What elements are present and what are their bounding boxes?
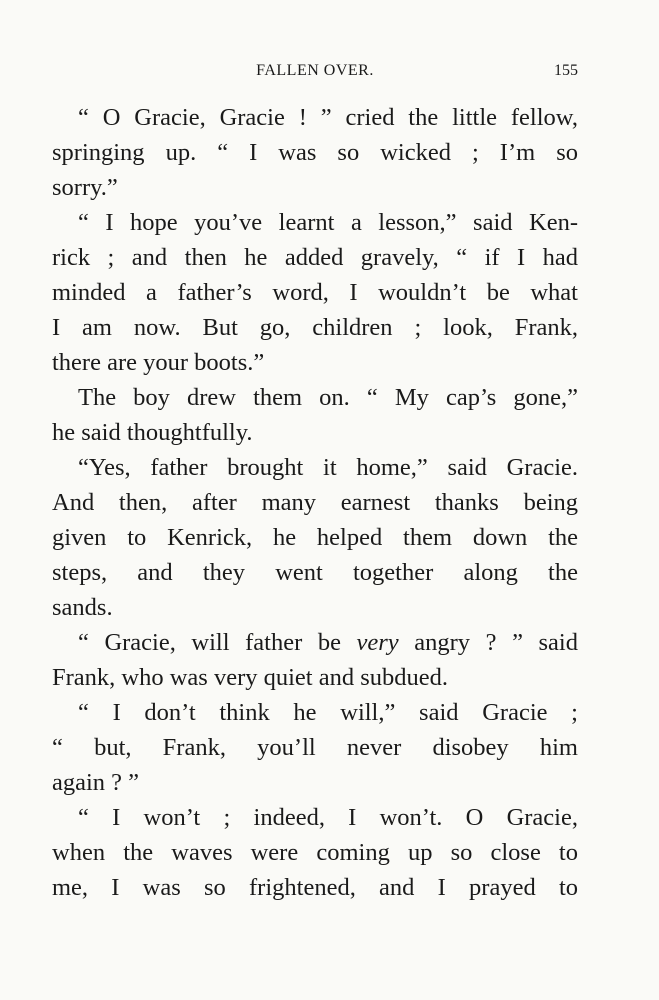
text-line: given to Kenrick, he helped them down the [52, 524, 578, 551]
text-line: “ O Gracie, Gracie ! ” cried the little fellow, [78, 104, 578, 131]
page-number: 155 [554, 62, 578, 79]
text-line: “ I won’t ; indeed, I won’t. O Gracie, [78, 804, 578, 831]
text-line: there are your boots.” [52, 349, 265, 376]
text-segment: “ Gracie, will father be [78, 629, 357, 656]
text-line: again ? ” [52, 769, 140, 796]
text-line: sands. [52, 594, 113, 621]
text-line: sorry.” [52, 174, 118, 201]
text-line: “ I don’t think he will,” said Gracie ; [78, 699, 578, 726]
text-line: “ but, Frank, you’ll never disobey him [52, 734, 578, 761]
text-line: steps, and they went together along the [52, 559, 578, 586]
text-line: minded a father’s word, I wouldn’t be what [52, 279, 578, 306]
text-line: rick ; and then he added gravely, “ if I had [52, 244, 578, 271]
text-line: The boy drew them on. “ My cap’s gone,” [78, 384, 578, 411]
text-line: he said thoughtfully. [52, 419, 253, 446]
text-line: “Yes, father brought it home,” said Gracie. [78, 454, 578, 481]
text-segment: angry ? ” said [398, 629, 578, 656]
body-text [52, 100, 578, 905]
text-line: me, I was so frightened, and I prayed to [52, 874, 578, 901]
text-line: “ I hope you’ve learnt a lesson,” said Ken- [78, 209, 578, 236]
emphasis: very [356, 629, 399, 656]
running-head [52, 62, 578, 86]
chapter-title: FALLEN OVER. [256, 62, 374, 79]
text-line [52, 625, 578, 660]
text-line: I am now. But go, children ; look, Frank, [52, 314, 578, 341]
text-line: And then, after many earnest thanks being [52, 489, 578, 516]
text-line: Frank, who was very quiet and subdued. [52, 664, 449, 691]
text-line: springing up. “ I was so wicked ; I’m so [52, 139, 578, 166]
text-line: when the waves were coming up so close to [52, 839, 578, 866]
